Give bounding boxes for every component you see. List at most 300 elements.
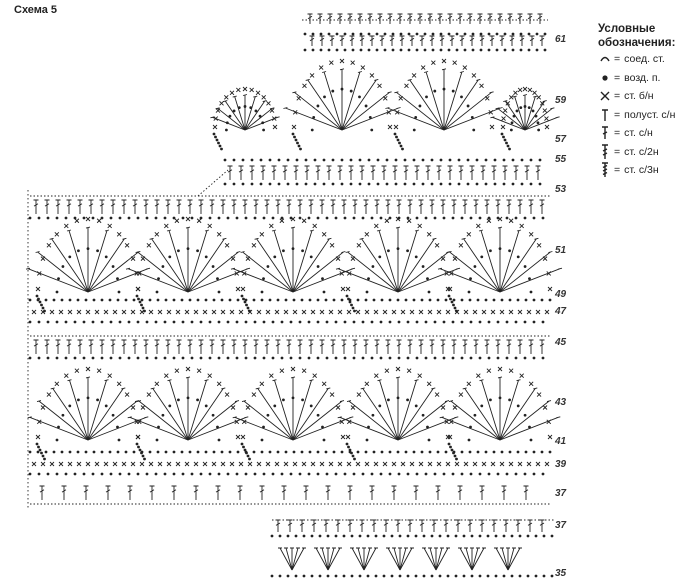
single-crochet-stitch [351,257,355,261]
chain-stitch [101,357,104,360]
chain-stitch [353,473,356,476]
fan-stitch [188,388,225,440]
fan-stitch [233,417,293,440]
chain-stitch [205,255,208,258]
single-crochet-stitch [536,462,540,466]
chain-stitch [290,321,293,324]
chain-stitch [519,106,522,109]
chain-stitch [341,183,344,186]
fan-stitch [498,227,502,292]
chain-stitch [371,473,374,476]
chain-stitch [456,49,459,52]
single-crochet-stitch [292,125,296,129]
double-crochet-stitch [358,14,363,24]
double-crochet-stitch [89,340,94,354]
legend-label: соед. ст. [624,53,665,66]
chain-stitch [173,321,176,324]
chain-stitch [351,575,354,578]
chain-stitch [406,249,409,252]
chain-stitch [372,265,375,268]
chain-stitch [301,249,304,252]
fan-stitch [88,401,139,440]
chain-stitch [485,183,488,186]
single-crochet-stitch [158,310,162,314]
chain-stitch [333,299,336,302]
chain-stitch [463,535,466,538]
single-crochet-stitch [275,462,279,466]
chain-stitch [56,357,59,360]
chain-stitch [400,33,403,36]
double-crochet-stitch [78,340,83,354]
chain-stitch [45,451,48,454]
double-crochet-stitch [524,486,529,500]
chain-stitch [397,451,400,454]
chain-stitch [242,298,245,301]
chain-stitch [352,49,355,52]
chain-stitch [245,304,248,307]
double-crochet-stitch [327,166,332,180]
single-crochet-stitch [302,84,306,88]
chain-stitch [535,535,538,538]
chain-stitch [542,473,545,476]
chain-stitch [476,183,479,186]
chain-stitch [137,473,140,476]
double-crochet-stitch [166,340,171,354]
chain-stitch [359,159,362,162]
single-crochet-stitch [185,462,189,466]
chain-stitch [182,321,185,324]
single-crochet-stitch [473,310,477,314]
fan-stitch [463,388,500,440]
chain-stitch [221,451,224,454]
double-crochet-stitch [331,340,336,354]
slip-stitch-icon [598,51,612,67]
chain-stitch [533,473,536,476]
single-crochet-stitch [131,462,135,466]
chain-stitch [271,535,274,538]
chain-stitch [249,106,252,109]
chain-stitch [551,575,554,578]
double-crochet-stitch [378,14,383,24]
chain-stitch [504,49,507,52]
chain-stitch [236,217,239,220]
single-crochet-stitch [491,462,495,466]
chain-stitch [205,451,208,454]
chain-stitch [335,321,338,324]
chain-stitch [295,139,298,142]
double-crochet-stitch [360,36,365,46]
double-crochet-stitch [210,340,215,354]
chain-stitch [367,426,370,429]
chain-stitch [344,473,347,476]
chain-stitch [431,575,434,578]
chain-stitch [323,159,326,162]
chain-stitch [269,183,272,186]
double-crochet-stitch [520,36,525,46]
single-crochet-stitch [329,462,333,466]
single-crochet-stitch [108,224,112,228]
double-crochet-stitch [430,340,435,354]
chain-stitch [301,299,304,302]
chain-stitch [352,307,355,310]
fan-stitch [462,238,500,292]
chain-stitch [262,129,265,132]
row-number: 53 [555,184,567,195]
legend [598,22,698,180]
single-crochet-stitch [330,243,334,247]
chain-stitch [279,535,282,538]
half-double-crochet-icon [598,107,612,123]
chain-stitch [83,217,86,220]
single-crochet-stitch [500,462,504,466]
chain-stitch [413,451,416,454]
single-crochet-stitch [117,382,121,386]
double-crochet-stitch [172,486,177,500]
chain-stitch [269,299,272,302]
chain-stitch [496,49,499,52]
chain-stitch [504,33,507,36]
double-crochet-stitch [342,200,347,214]
double-crochet-stitch [436,486,441,500]
fan-stitch [126,268,188,292]
chain-stitch [424,33,427,36]
chain-stitch [372,414,375,417]
chain-stitch [530,439,533,442]
chain-stitch [373,299,376,302]
chain-stitch [244,105,247,108]
fan-stitch [291,227,295,292]
chain-stitch [360,49,363,52]
chain-stitch [119,321,122,324]
chain-stitch [443,88,446,91]
chain-stitch [389,299,392,302]
chain-stitch [530,159,533,162]
chain-stitch [353,310,356,313]
chain-stitch [451,449,454,452]
chain-stitch [497,321,500,324]
double-crochet-stitch [397,340,402,354]
single-crochet-stitch [194,462,198,466]
single-crochet-stitch [149,462,153,466]
chain-stitch [182,217,185,220]
chain-stitch [319,575,322,578]
chain-stitch [245,357,248,360]
chain-stitch [509,299,512,302]
double-crochet-stitch [504,520,509,532]
double-crochet-stitch [150,486,155,500]
chain-stitch [42,455,45,458]
chain-stitch [245,321,248,324]
chain-stitch [431,535,434,538]
fan-stitch [336,268,398,292]
double-crochet-stitch [45,340,50,354]
chain-stitch [229,299,232,302]
single-crochet-stitch [442,59,446,63]
single-crochet-stitch [36,287,40,291]
row-number: 57 [555,134,567,145]
fan-stitch [293,417,353,440]
single-crochet-stitch [351,405,355,409]
chain-stitch [392,33,395,36]
chain-stitch [331,90,334,93]
fan-stitch [283,108,342,131]
chain-stitch [350,304,353,307]
chain-stitch [480,33,483,36]
single-crochet-stitch [214,117,218,121]
chain-stitch [320,33,323,36]
chain-stitch [371,217,374,220]
double-crochet-stitch [67,200,72,214]
fan-stitch [428,548,436,570]
chain-stitch [213,299,216,302]
chain-stitch [542,217,545,220]
chain-stitch [317,357,320,360]
chain-stitch [92,473,95,476]
chain-stitch [397,396,400,399]
chain-stitch [527,575,530,578]
double-crochet-stitch [474,200,479,214]
chain-stitch [359,183,362,186]
double-crochet-stitch [265,200,270,214]
chain-stitch [452,321,455,324]
single-crochet-stitch [356,310,360,314]
chain-stitch [181,299,184,302]
chain-stitch [299,217,302,220]
chain-stitch [77,249,80,252]
double-crochet-stitch [437,166,442,180]
chain-stitch [343,535,346,538]
double-crochet-stitch [452,200,457,214]
chain-stitch [470,217,473,220]
double-crochet-stitch [375,200,380,214]
chain-stitch [236,357,239,360]
legend-eq: = [614,108,621,121]
chain-stitch [116,277,119,280]
chain-stitch [399,535,402,538]
double-crochet-stitch [261,166,266,180]
chain-stitch [533,299,536,302]
double-crochet-stitch [144,200,149,214]
chain-stitch [519,575,522,578]
chain-stitch [227,473,230,476]
chain-stitch [511,575,514,578]
chain-stitch [191,473,194,476]
chain-stitch [419,105,422,108]
legend-title-line2: обозначения: [598,37,676,49]
single-crochet-stitch [346,287,350,291]
fan-stitch [356,548,364,570]
double-crochet-stitch [331,200,336,214]
chain-stitch [146,217,149,220]
double-crochet-stitch [288,520,293,532]
single-crochet-stitch [140,462,144,466]
single-crochet-stitch [502,117,506,121]
double-crochet-stitch [481,166,486,180]
chain-stitch [493,451,496,454]
chain-stitch [428,291,431,294]
double-crochet-stitch [393,166,398,180]
double-crochet-stitch [294,166,299,180]
chain-stitch [454,307,457,310]
double-crochet-stitch [133,340,138,354]
chain-stitch [494,159,497,162]
chain-stitch [496,33,499,36]
double-crochet-stitch [188,340,193,354]
chain-stitch [429,451,432,454]
legend-eq: = [614,53,621,66]
single-crochet-stitch [404,84,408,88]
double-crochet-stitch [353,340,358,354]
legend-title-line1: Условные [598,23,656,35]
chain-stitch [254,473,257,476]
single-crochet-stitch [338,310,342,314]
chain-stitch [517,451,520,454]
fan-stitch [385,108,444,131]
row-number: 45 [555,337,567,348]
chain-stitch [155,217,158,220]
double-crochet-icon [598,125,612,141]
chain-stitch [83,321,86,324]
fan-stitch [186,377,190,440]
chain-stitch [544,49,547,52]
chain-stitch [471,575,474,578]
chain-stitch [384,49,387,52]
fan-stitch [50,238,88,292]
chain-stitch [395,136,398,139]
chain-stitch [29,299,32,302]
double-crochet-stitch [287,340,292,354]
chain-stitch [165,451,168,454]
chain-stitch [360,33,363,36]
chain-stitch [443,473,446,476]
chain-stitch [517,299,520,302]
legend-item-half-double-crochet [598,106,698,125]
single-crochet-stitch [302,369,306,373]
single-crochet-stitch [347,310,351,314]
chain-stitch [117,451,120,454]
chain-stitch [468,291,471,294]
chain-stitch [141,299,144,302]
chain-stitch [425,95,428,98]
chain-stitch [247,455,250,458]
chain-stitch [38,217,41,220]
chain-stitch [512,33,515,36]
chain-stitch [290,357,293,360]
single-crochet-stitch [257,462,261,466]
chain-stitch [386,159,389,162]
chain-stitch [416,33,419,36]
single-crochet-stitch [378,84,382,88]
chain-stitch [397,139,400,142]
single-crochet-stitch [351,61,355,65]
double-crochet-stitch [100,200,105,214]
fan-stitch [292,548,300,570]
single-crochet-stitch [241,435,245,439]
chain-stitch [511,121,514,124]
chain-stitch [191,357,194,360]
chain-stitch [480,49,483,52]
double-crochet-stitch [67,340,72,354]
chain-stitch [368,159,371,162]
single-crochet-stitch [239,310,243,314]
chain-stitch [533,357,536,360]
single-crochet-stitch [260,382,264,386]
fan-stitch [186,227,190,292]
chain-stitch [493,299,496,302]
chain-stitch [448,49,451,52]
single-crochet-stitch [197,219,201,223]
chain-stitch [407,575,410,578]
chain-stitch [326,321,329,324]
double-crochet-stitch [463,200,468,214]
single-crochet-stitch [311,462,315,466]
double-crochet-stitch [390,36,395,46]
chain-stitch [308,357,311,360]
double-crochet-stitch [320,200,325,214]
single-crochet-stitch [155,382,159,386]
chain-stitch [305,183,308,186]
double-crochet-stitch [304,486,309,500]
single-crochet-stitch [407,369,411,373]
chain-stitch [263,357,266,360]
chain-stitch [452,90,455,93]
single-crochet-stitch [322,382,326,386]
chain-stitch [524,217,527,220]
chain-stitch [272,357,275,360]
chain-stitch [474,265,477,268]
chain-stitch [133,299,136,302]
single-crochet-stitch [388,125,392,129]
chain-stitch [149,451,152,454]
single-crochet-stitch [64,374,68,378]
chain-stitch [326,473,329,476]
fan-stitch [293,230,314,292]
chain-stitch [271,575,274,578]
single-crochet-stitch [302,462,306,466]
single-crochet-stitch [419,462,423,466]
single-crochet-stitch [463,66,467,70]
chain-stitch [309,451,312,454]
fan-stitch [314,548,328,570]
chain-stitch [489,249,492,252]
chain-stitch [383,575,386,578]
chain-stitch [431,159,434,162]
single-crochet-stitch [55,232,59,236]
chain-stitch [248,458,251,461]
chain-stitch [227,217,230,220]
chain-stitch [445,451,448,454]
double-crochet-stitch [122,340,127,354]
chain-stitch [308,473,311,476]
double-crochet-stitch [408,200,413,214]
single-crochet-stitch [482,462,486,466]
fan-stitch [86,377,90,440]
chain-stitch [335,535,338,538]
chain-stitch [327,575,330,578]
fan-stitch [128,417,188,440]
chain-stitch [368,33,371,36]
chain-stitch [312,49,315,52]
chain-stitch [479,535,482,538]
double-crochet-stitch [239,166,244,180]
chain-stitch [347,446,350,449]
fan-stitch [242,401,293,440]
chain-stitch [443,217,446,220]
double-crochet-stitch [260,486,265,500]
double-crochet-stitch [432,520,437,532]
double-crochet-stitch [478,14,483,24]
fan-stitch [278,548,292,570]
